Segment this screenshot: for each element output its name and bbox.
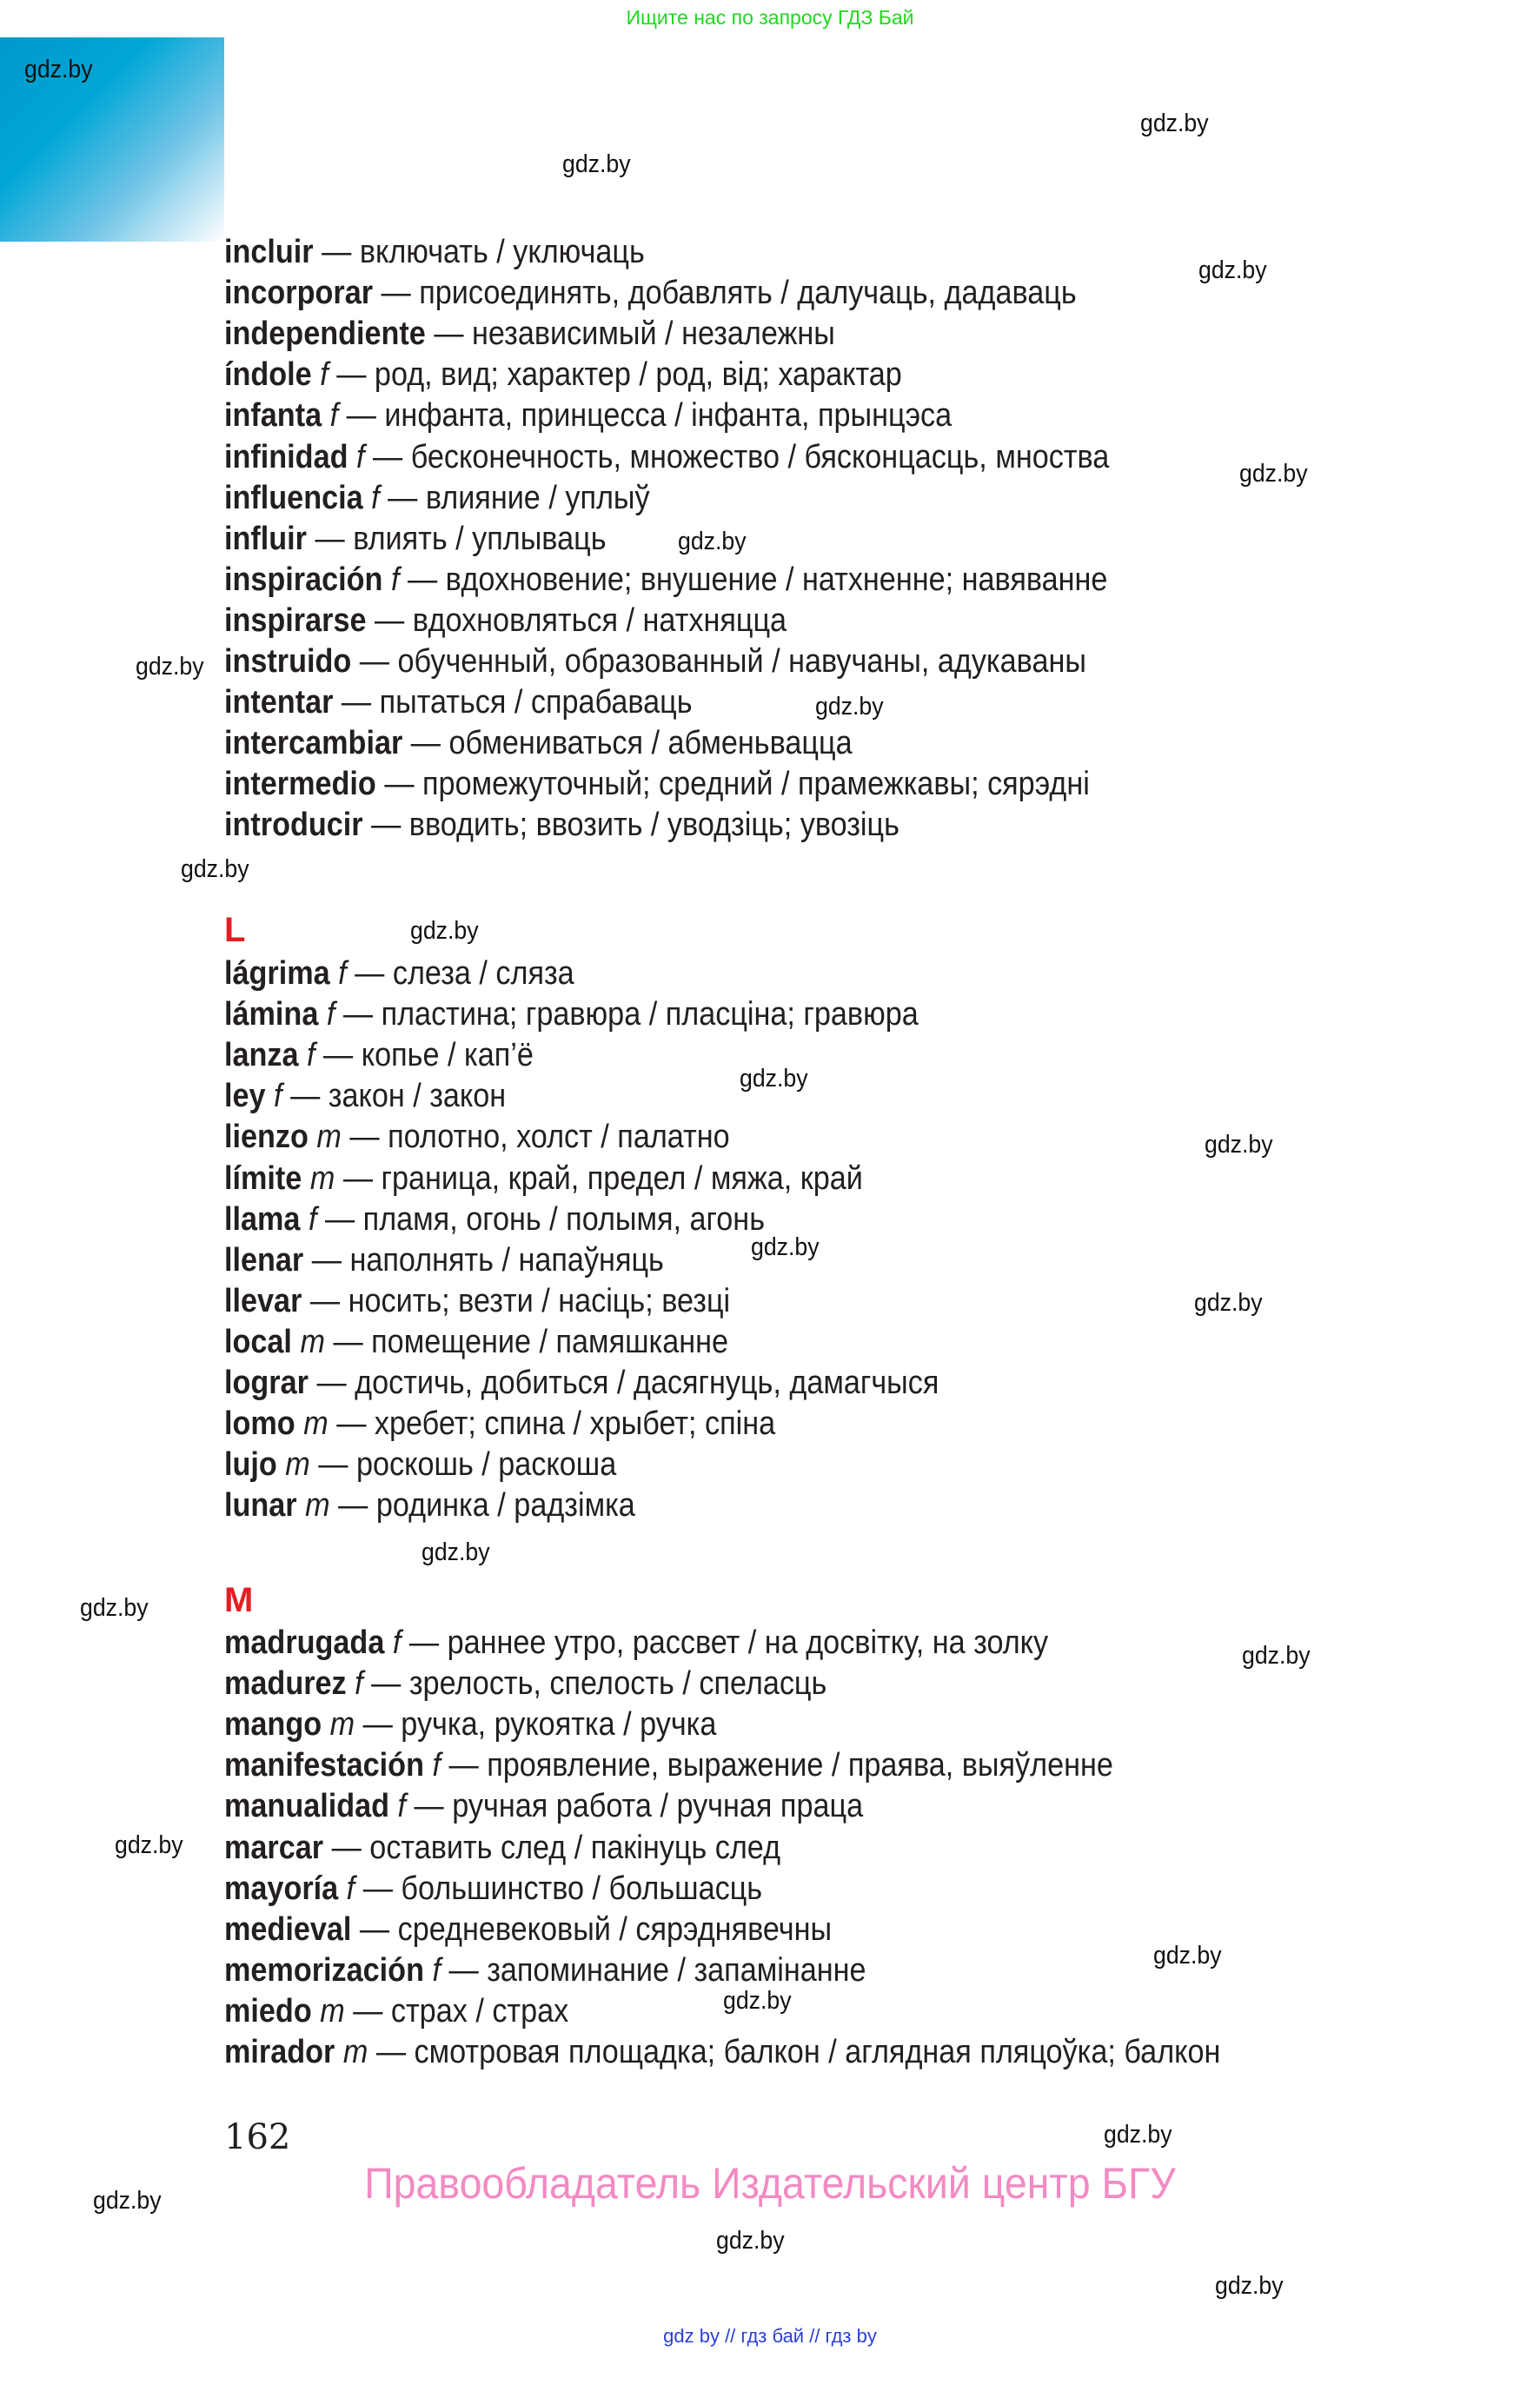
entry-translation: — смотровая площадка; балкон / аглядная пляцоўка; балкон [375, 2034, 1221, 2070]
entry-headword: lámina [224, 996, 319, 1033]
dictionary-entry [224, 1404, 775, 1445]
dictionary-entry [224, 519, 607, 560]
entry-gender: f [338, 955, 347, 992]
entry-headword: lunar [224, 1487, 297, 1525]
entry-gender: f [432, 1951, 441, 1989]
watermark-text: gdz.by [1205, 1131, 1273, 1159]
entry-gender: f [326, 996, 335, 1033]
entry-translation: — закон / закон [290, 1078, 507, 1115]
entry-translation: — проявление, выражение / праява, выяўленне [448, 1747, 1113, 1784]
watermark-text: gdz.by [1215, 2272, 1284, 2300]
entry-translation: — зрелость, спелость / спеласць [371, 1665, 827, 1703]
dictionary-entry [224, 641, 1086, 682]
entry-headword: lujo [224, 1446, 277, 1484]
watermark-text: gdz.by [740, 1065, 808, 1093]
entry-headword: madurez [224, 1665, 347, 1703]
entry-translation: — носить; везти / насіць; везці [309, 1282, 731, 1319]
entry-headword: mayoría [224, 1870, 339, 1907]
watermark-text: gdz.by [1140, 110, 1209, 137]
entry-translation: — пластина; гравюра / пласціна; гравюра [342, 996, 919, 1033]
dictionary-entry [224, 1623, 1048, 1664]
dictionary-entry [224, 723, 853, 764]
entry-gender: f [329, 397, 339, 435]
entry-translation: — наполнять / напаўняць [311, 1241, 664, 1279]
entry-translation: — помещение / памяшканне [333, 1323, 729, 1360]
dictionary-entry [224, 395, 952, 436]
entry-translation: — раннее утро, рассвет / на досвітку, на золку [408, 1624, 1049, 1661]
dictionary-entry [224, 273, 1077, 314]
watermark-text: gdz.by [115, 1831, 183, 1859]
entry-headword: inspirarse [224, 601, 367, 639]
entry-headword: memorización [224, 1951, 424, 1989]
entry-headword: inspiración [224, 561, 383, 598]
entry-translation: — запоминание / запамінанне [448, 1951, 866, 1989]
entry-gender: m [305, 1487, 330, 1525]
watermark-text: gdz.by [1239, 460, 1308, 488]
watermark-text: gdz.by [716, 2227, 785, 2255]
watermark-text: gdz.by [751, 1233, 820, 1261]
entry-gender: f [355, 1665, 363, 1703]
copyright-notice: Правообладатель Издательский центр БГУ [364, 2159, 1176, 2208]
entry-translation: — влияние / уплыў [388, 479, 650, 516]
entry-translation: — страх / страх [353, 1992, 569, 2030]
dictionary-entry [224, 601, 787, 641]
dictionary-entry [224, 764, 1090, 805]
dictionary-entry [224, 437, 1109, 478]
entry-headword: llenar [224, 1241, 304, 1279]
entry-headword: miedo [224, 1992, 312, 2030]
entry-headword: intermedio [224, 766, 376, 803]
entry-translation: — бесконечность, множество / бясконцасць, мноства [373, 438, 1110, 475]
watermark-text: gdz.by [562, 150, 631, 178]
entry-gender: m [303, 1405, 329, 1443]
entry-translation: — вводить; ввозить / уводзіць; увозіць [371, 807, 899, 844]
entry-gender: f [308, 1200, 317, 1238]
dictionary-entry [224, 1950, 866, 1991]
dictionary-entry [224, 1664, 826, 1704]
entry-headword: llama [224, 1200, 301, 1238]
entry-gender: f [390, 561, 400, 598]
entry-translation: — средневековый / сярэднявечны [359, 1910, 833, 1948]
entry-translation: — пытаться / спрабаваць [341, 684, 693, 721]
watermark-text: gdz.by [1153, 1942, 1222, 1970]
entry-headword: influencia [224, 479, 363, 516]
entry-translation: — ручка, рукоятка / ручка [362, 1706, 717, 1744]
entry-translation: — влиять / уплываць [315, 520, 607, 557]
entry-gender: f [355, 438, 365, 475]
watermark-text: gdz.by [815, 693, 884, 721]
entry-gender: m [320, 1992, 345, 2030]
watermark-text: gdz.by [181, 855, 249, 883]
entry-headword: introducir [224, 807, 363, 844]
entry-headword: intercambiar [224, 725, 403, 762]
entry-gender: f [371, 479, 380, 516]
entry-translation: — ручная работа / ручная праца [414, 1788, 864, 1825]
entry-headword: madrugada [224, 1624, 385, 1661]
dictionary-entry [224, 314, 835, 355]
entry-headword: intentar [224, 684, 334, 721]
entry-headword: mirador [224, 2034, 335, 2070]
entry-translation: — присоединять, добавлять / далучаць, дадаваць [381, 275, 1077, 312]
entry-headword: lograr [224, 1365, 309, 1401]
entry-gender: f [274, 1078, 282, 1115]
search-banner: Ищите нас по запросу ГДЗ Бай [626, 6, 914, 29]
dictionary-entry [224, 232, 645, 273]
dictionary-entry [224, 1786, 863, 1827]
dictionary-entry [224, 953, 574, 994]
dictionary-entry [224, 994, 919, 1035]
entry-headword: local [224, 1323, 292, 1360]
watermark-text: gdz.by [422, 1538, 490, 1566]
section-letter-m: M [224, 1581, 254, 1619]
entry-gender: f [397, 1788, 407, 1825]
entry-translation: — граница, край, предел / мяжа, край [342, 1159, 863, 1197]
entry-translation: — вдохновение; внушение / натхненне; навяванне [407, 561, 1108, 598]
dictionary-entry [224, 2032, 1220, 2073]
entry-gender: m [316, 1119, 342, 1156]
entry-headword: límite [224, 1159, 302, 1197]
entry-translation: — родинка / радзімка [338, 1487, 635, 1525]
dictionary-entry [224, 1869, 762, 1910]
entry-headword: lomo [224, 1405, 295, 1443]
entry-headword: índole [224, 356, 312, 394]
entry-headword: mango [224, 1706, 322, 1744]
dictionary-entry [224, 1485, 635, 1526]
entry-gender: m [309, 1159, 335, 1197]
dictionary-entry [224, 1281, 730, 1322]
entry-gender: f [320, 356, 329, 394]
dictionary-entry [224, 1117, 730, 1158]
watermark-text: gdz.by [678, 528, 747, 555]
entry-headword: incorporar [224, 275, 374, 312]
dictionary-entry [224, 1745, 1113, 1786]
entry-headword: marcar [224, 1829, 324, 1866]
watermark-text: gdz.by [723, 1987, 792, 2015]
entry-headword: llevar [224, 1282, 302, 1319]
entry-headword: lanza [224, 1037, 299, 1074]
dictionary-entry [224, 1445, 616, 1485]
entry-translation: — оставить след / пакінуць след [331, 1829, 781, 1866]
entry-headword: medieval [224, 1910, 352, 1948]
section-letter-l: L [224, 911, 246, 949]
entry-headword: lienzo [224, 1119, 309, 1156]
entry-gender: m [329, 1706, 355, 1744]
entry-translation: — полотно, холст / палатно [349, 1119, 730, 1156]
dictionary-entry [224, 1076, 506, 1117]
entry-translation: — копье / кап’ё [323, 1037, 534, 1074]
page-number: 162 [224, 2117, 291, 2157]
entry-gender: f [346, 1870, 355, 1907]
watermark-text: gdz.by [136, 653, 204, 681]
entry-gender: f [392, 1624, 402, 1661]
watermark-text: gdz.by [80, 1594, 149, 1622]
entry-gender: m [342, 2034, 368, 2070]
entry-translation: — инфанта, принцесса / інфанта, прынцэса [346, 397, 953, 435]
entry-gender: m [285, 1446, 310, 1484]
entry-translation: — достичь, добиться / дасягнуць, дамагчыся [316, 1365, 939, 1401]
entry-translation: — роскошь / раскоша [318, 1446, 617, 1484]
watermark-text: gdz.by [1198, 256, 1267, 284]
entry-headword: ley [224, 1078, 266, 1115]
entry-translation: — род, вид; характер / род, від; характар [336, 356, 902, 394]
entry-translation: — промежуточный; средний / прамежкавы; сярэдні [384, 766, 1090, 803]
entry-headword: independiente [224, 316, 426, 353]
entry-headword: infinidad [224, 438, 348, 475]
entry-translation: — слеза / сляза [355, 955, 574, 992]
dictionary-entry [224, 805, 899, 846]
entry-translation: — обученный, образованный / навучаны, адукаваны [359, 643, 1086, 680]
entry-gender: f [432, 1747, 441, 1784]
entry-translation: — обмениваться / абменьвацца [410, 725, 853, 762]
entry-translation: — вдохновляться / натхняцца [374, 601, 787, 639]
footer-links[interactable]: gdz by // гдз бай // гдз by [663, 2325, 877, 2347]
dictionary-entry [224, 1991, 568, 2032]
dictionary-entry [224, 478, 650, 519]
entry-translation: — включать / уключаць [322, 234, 645, 270]
dictionary-entry [224, 1322, 728, 1363]
entry-headword: lágrima [224, 955, 330, 992]
entry-translation: — пламя, огонь / полымя, агонь [324, 1200, 766, 1238]
watermark-text: gdz.by [1104, 2121, 1172, 2149]
entry-headword: manualidad [224, 1788, 390, 1825]
watermark-text: gdz.by [24, 56, 93, 83]
dictionary-entry [224, 355, 902, 395]
dictionary-entry [224, 1910, 832, 1950]
watermark-text: gdz.by [1194, 1289, 1263, 1317]
dictionary-entry [224, 1828, 780, 1869]
entry-gender: m [300, 1323, 325, 1360]
entry-gender: f [307, 1037, 315, 1074]
dictionary-entry [224, 1035, 534, 1076]
dictionary-entry [224, 1159, 863, 1199]
watermark-text: gdz.by [93, 2187, 162, 2215]
dictionary-entry [224, 560, 1107, 601]
entry-headword: manifestación [224, 1747, 424, 1784]
entry-headword: influir [224, 520, 307, 557]
entry-headword: instruido [224, 643, 352, 680]
entry-translation: — хребет; спина / хрыбет; спіна [336, 1405, 776, 1443]
dictionary-entry [224, 1363, 939, 1404]
entry-translation: — независимый / незалежны [434, 316, 835, 353]
dictionary-entry [224, 1199, 765, 1240]
entry-headword: infanta [224, 397, 322, 435]
entry-translation: — большинство / большасць [362, 1870, 763, 1907]
dictionary-entry [224, 682, 693, 723]
entry-headword: incluir [224, 234, 314, 270]
dictionary-entry [224, 1704, 716, 1745]
watermark-text: gdz.by [1242, 1642, 1311, 1670]
watermark-text: gdz.by [410, 917, 479, 945]
dictionary-entry [224, 1240, 664, 1281]
